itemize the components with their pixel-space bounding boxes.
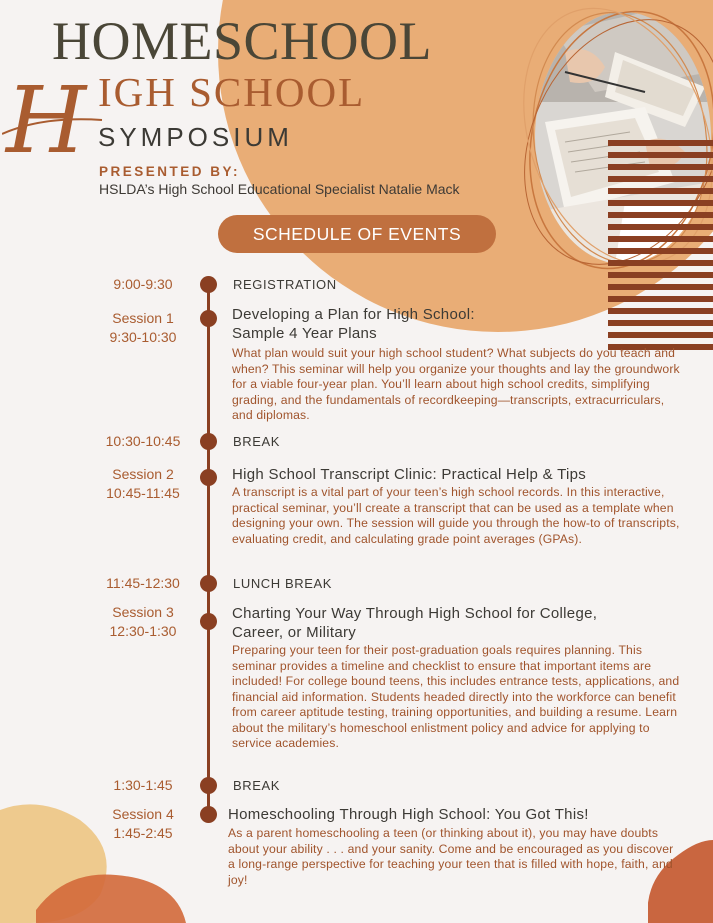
time-registration: 9:00-9:30 bbox=[113, 276, 173, 292]
timeline-dot bbox=[200, 777, 217, 794]
session-3-title-line2: Career, or Military bbox=[232, 624, 357, 641]
timeline-dot bbox=[200, 806, 217, 823]
event-registration: REGISTRATION bbox=[233, 277, 337, 292]
session-2-label: Session 2 bbox=[112, 466, 174, 482]
timeline-dot bbox=[200, 613, 217, 630]
title-homeschool: HOMESCHOOL bbox=[52, 11, 433, 71]
session-3-title-line1: Charting Your Way Through High School for College, bbox=[232, 605, 598, 622]
script-letter-h bbox=[2, 56, 112, 176]
session-3-label: Session 3 bbox=[112, 604, 174, 620]
brown-stripes-decoration bbox=[608, 140, 713, 355]
timeline-dot bbox=[200, 276, 217, 293]
title-symposium: SYMPOSIUM bbox=[98, 122, 293, 152]
session-1-label: Session 1 bbox=[112, 310, 174, 326]
time-lunch-break: 11:45-12:30 bbox=[106, 575, 180, 591]
presented-by-label: PRESENTED BY: bbox=[99, 164, 241, 179]
session-1-title-line1: Developing a Plan for High School: bbox=[232, 306, 475, 323]
timeline-dot bbox=[200, 433, 217, 450]
title-high-school: IGH SCHOOL bbox=[98, 69, 366, 115]
session-2-description: A transcript is a vital part of your teen’s high school records. In this interactive, practical seminar, you’ll create a transcript that can be used as a template when designing your own. The session will guide you through the how-to of transcripts, evaluating credit, and calculating grade point averages (GPAs). bbox=[232, 485, 680, 546]
timeline-line bbox=[207, 284, 210, 814]
session-1-time: 9:30-10:30 bbox=[109, 329, 177, 345]
timeline-dot bbox=[200, 310, 217, 327]
orange-watercolor-blob bbox=[36, 870, 186, 923]
session-3-description: Preparing your teen for their post-graduation goals requires planning. This seminar provides a timeline and checklist to ensure that important items are included! For college bound teens, this includes entrance tests, applications, and financial aid information. Students headed directly into the workforce can benefit from career aptitude testing, training opportunities, and building a resume. Learn about the military’s homeschool enlistment policy and advice for applying to service academies. bbox=[232, 643, 680, 750]
time-break-1: 10:30-10:45 bbox=[105, 433, 181, 449]
script-letter-h-text: H bbox=[6, 67, 87, 174]
session-4-title: Homeschooling Through High School: You Got This! bbox=[228, 806, 589, 823]
event-break-2: BREAK bbox=[233, 778, 281, 793]
session-4-description: As a parent homeschooling a teen (or thinking about it), you may have doubts about your ability . . . and your sanity. Come and be encouraged as you discover a long-range perspective for teaching your teen that is filled with hope, faith, and joy! bbox=[228, 826, 674, 887]
event-lunch-break: LUNCH BREAK bbox=[233, 576, 333, 591]
session-4-time: 1:45-2:45 bbox=[113, 825, 173, 841]
session-4-label: Session 4 bbox=[112, 806, 174, 822]
timeline-dot bbox=[200, 469, 217, 486]
session-1-title-line2: Sample 4 Year Plans bbox=[232, 325, 377, 342]
event-break-1: BREAK bbox=[233, 434, 281, 449]
presenter-name: HSLDA’s High School Educational Specialist Natalie Mack bbox=[99, 181, 460, 197]
time-break-2: 1:30-1:45 bbox=[113, 777, 173, 793]
session-2-time: 10:45-11:45 bbox=[106, 485, 180, 501]
session-2-title: High School Transcript Clinic: Practical Help & Tips bbox=[232, 466, 587, 483]
schedule-of-events-heading: SCHEDULE OF EVENTS bbox=[218, 215, 496, 253]
session-1-description: What plan would suit your high school student? What subjects do you teach and when? This seminar will help you organize your thoughts and lay the groundwork for a viable four-year plan. You’ll learn about high school credits, simplifying grading, and the fundamentals of recordkeeping—transcripts, extracurriculars, and diplomas. bbox=[232, 346, 680, 422]
session-3-time: 12:30-1:30 bbox=[109, 623, 177, 639]
timeline-dot bbox=[200, 575, 217, 592]
